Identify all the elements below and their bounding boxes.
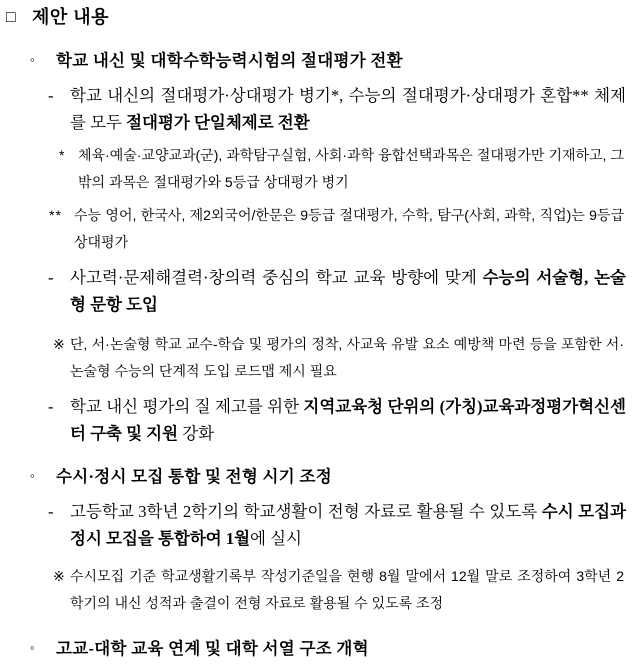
- dash-bullet: -: [48, 86, 54, 105]
- dash-bullet: -: [48, 268, 54, 287]
- list-item-text: 사고력·문제해결력·창의력 중심의 학교 교육 방향에 맞게: [70, 268, 483, 287]
- dash-bullet: -: [48, 502, 54, 521]
- section-heading-text: 학교 내신 및 대학수학능력시험의 절대평가 전환: [56, 51, 403, 70]
- list-item: [48, 82, 626, 136]
- footnote-single-asterisk: [59, 142, 624, 196]
- reference-note-text: 단, 서·논술형 학교 교수-학습 및 평가의 정착, 사교육 유발 요소 예방책 마련 등을 포함한 서·논술형 수능의 단계적 도입 로드맵 제시 필요: [70, 336, 624, 379]
- circle-bullet-icon: ◦: [30, 640, 35, 655]
- footnote-text: 체육·예술·교양교과(군), 과학탐구실험, 사회·과학 융합선택과목은 절대평가만 기재하고, 그 밖의 과목은 절대평가와 5등급 상대평가 병기: [78, 147, 624, 190]
- page-title-text: 제안 내용: [32, 7, 110, 27]
- reference-note: [53, 331, 624, 385]
- reference-note: [53, 563, 624, 617]
- footnote-text: 수능 영어, 한국사, 제2외국어/한문은 9등급 절대평가, 수학, 탐구(사회, 과학, 직업)는 9등급 상대평가: [74, 207, 624, 250]
- section-heading: [30, 634, 626, 662]
- section-heading: [30, 46, 626, 74]
- footnote-double-asterisk: [49, 202, 624, 256]
- reference-mark-icon: ※: [53, 336, 65, 352]
- section-heading-text: 수시·정시 모집 통합 및 전형 시기 조정: [56, 467, 332, 486]
- list-item-text: 에 실시: [250, 529, 302, 548]
- circle-bullet-icon: ◦: [30, 468, 35, 483]
- list-item-bold-text: 지역교육청 단위의 (가칭)교육과정평가혁신센터 구축 및 지원: [70, 397, 626, 443]
- list-item-text: 학교 내신의 절대평가·상대평가 병기*, 수능의 절대평가·상대평가 혼합** 체제를 모두: [70, 86, 626, 132]
- list-item-bold-text: 수능의 서술형, 논술형 문항 도입: [70, 268, 627, 314]
- double-asterisk-marker: **: [49, 207, 62, 223]
- section-highschool-university-reform: [6, 634, 626, 662]
- list-item-text: 고등학교 3학년 2학기의 학교생활이 전형 자료로 활용될 수 있도록: [70, 502, 542, 521]
- circle-bullet-icon: ◦: [30, 52, 35, 67]
- list-item-bold-text: 수시 모집과 정시 모집을 통합하여 1월: [70, 502, 626, 548]
- list-item-text: 강화: [178, 424, 215, 443]
- section-heading-text: 고교-대학 교육 연계 및 대학 서열 구조 개혁: [56, 639, 369, 658]
- section-admission-timing: [6, 462, 626, 617]
- asterisk-marker: *: [59, 147, 66, 163]
- section-heading: [30, 462, 626, 490]
- dash-bullet: -: [48, 397, 54, 416]
- list-item-text: 학교 내신 평가의 질 제고를 위한: [70, 397, 304, 416]
- section-absolute-evaluation: [6, 46, 626, 447]
- reference-mark-icon: ※: [53, 568, 65, 584]
- list-item: [48, 264, 627, 318]
- reference-note-text: 수시모집 기준 학교생활기록부 작성기준일을 현행 8월 말에서 12월 말로 조정하여 3학년 2학기의 내신 성적과 출결이 전형 자료로 활용될 수 있도록 조정: [70, 568, 624, 611]
- list-item-bold-text: 절대평가 단일체제로 전환: [126, 113, 310, 132]
- square-bullet-icon: □: [6, 9, 17, 26]
- list-item: [48, 393, 626, 447]
- page-title: [6, 4, 626, 31]
- list-item: [48, 498, 626, 552]
